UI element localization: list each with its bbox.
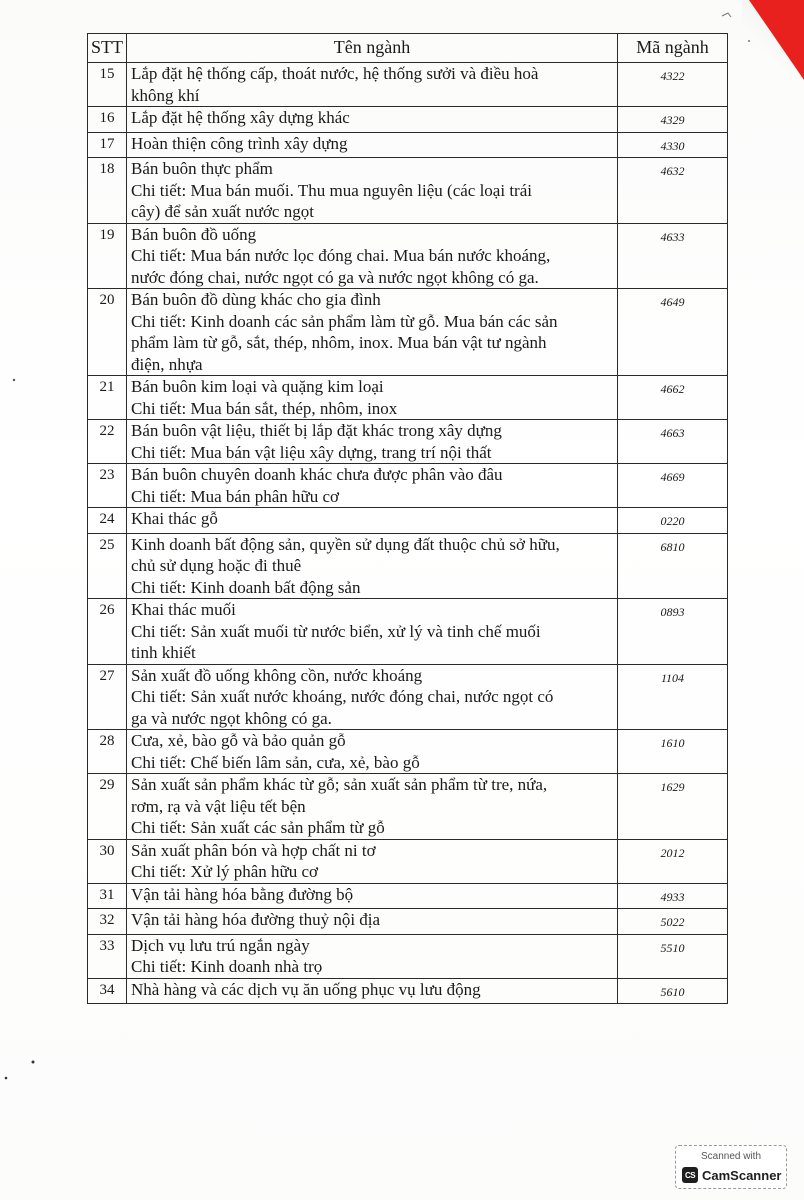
row-code: 2012 [618, 839, 728, 883]
row-name-line: tinh khiết [131, 643, 196, 662]
row-code: 0893 [618, 599, 728, 665]
table-row [88, 978, 728, 1004]
row-stt: 16 [88, 107, 127, 133]
row-stt: 32 [88, 909, 127, 935]
row-stt: 33 [88, 934, 127, 978]
row-name [127, 420, 618, 464]
row-name-line: nước đóng chai, nước ngọt có ga và nước ngọt không có ga. [131, 267, 539, 287]
row-name-line: Bán buôn chuyên doanh khác chưa được phân vào đâu [131, 465, 503, 484]
row-code: 4933 [618, 883, 728, 909]
row-name-line: Kinh doanh bất động sản, quyền sử dụng đất thuộc chủ sở hữu, [131, 534, 560, 554]
row-code: 4632 [618, 158, 728, 224]
scan-speck [13, 379, 15, 381]
row-code: 5510 [618, 934, 728, 978]
row-stt: 20 [88, 289, 127, 376]
row-name-line: Lắp đặt hệ thống xây dựng khác [131, 108, 350, 127]
row-name-line: Cưa, xẻ, bào gỗ và bảo quản gỗ [131, 731, 346, 750]
row-name-line: Vận tải hàng hóa đường thuỷ nội địa [131, 910, 381, 929]
row-stt: 22 [88, 420, 127, 464]
row-code: 0220 [618, 508, 728, 534]
row-name-line: cây) để sản xuất nước ngọt [131, 202, 314, 221]
row-name-line: Khai thác gỗ [131, 509, 218, 528]
row-name-line: điện, nhựa [131, 354, 203, 374]
row-name-line: Nhà hàng và các dịch vụ ăn uống phục vụ lưu động [131, 979, 481, 999]
row-code: 4649 [618, 289, 728, 376]
row-name-line: ga và nước ngọt không có ga. [131, 708, 332, 728]
row-name [127, 223, 618, 289]
table-header-row [88, 34, 728, 63]
row-name-line: Dịch vụ lưu trú ngắn ngày [131, 935, 310, 955]
row-name [127, 774, 618, 840]
header-name: Tên ngành [127, 34, 618, 63]
business-lines-table [87, 33, 728, 1004]
row-stt: 18 [88, 158, 127, 224]
row-name [127, 158, 618, 224]
row-stt: 31 [88, 883, 127, 909]
row-name [127, 909, 618, 935]
watermark-caption: Scanned with [700, 1151, 762, 1162]
table-row [88, 107, 728, 133]
row-name [127, 730, 618, 774]
scan-speck [748, 40, 750, 42]
row-code: 4669 [618, 464, 728, 508]
row-name-line: Chi tiết: Mua bán muối. Thu mua nguyên liệu (các loại trái [131, 180, 532, 200]
table-row [88, 599, 728, 665]
row-stt: 19 [88, 223, 127, 289]
row-name [127, 63, 618, 107]
row-name-line: Chi tiết: Mua bán vật liệu xây dựng, trang trí nội thất [131, 442, 492, 462]
row-name-line: Chi tiết: Kinh doanh các sản phẩm làm từ gỗ. Mua bán các sản [131, 311, 558, 331]
row-code: 4329 [618, 107, 728, 133]
table-row [88, 376, 728, 420]
row-stt: 15 [88, 63, 127, 107]
row-stt: 21 [88, 376, 127, 420]
row-stt: 25 [88, 533, 127, 599]
row-name [127, 934, 618, 978]
camscanner-watermark [675, 1145, 787, 1189]
table-row [88, 664, 728, 730]
scan-mark [722, 13, 731, 17]
scan-speck [32, 1061, 35, 1064]
row-name [127, 664, 618, 730]
row-name [127, 839, 618, 883]
table-row [88, 464, 728, 508]
table-row [88, 63, 728, 107]
row-code: 1629 [618, 774, 728, 840]
row-stt: 30 [88, 839, 127, 883]
header-stt: STT [88, 34, 127, 63]
row-name-line: chủ sử dụng hoặc đi thuê [131, 556, 302, 575]
table-row [88, 730, 728, 774]
row-name [127, 533, 618, 599]
camscanner-logo-icon: CS [682, 1167, 698, 1183]
row-name [127, 289, 618, 376]
row-name-line: Lắp đặt hệ thống cấp, thoát nước, hệ thống sưởi và điều hoà [131, 64, 539, 83]
row-code: 5022 [618, 909, 728, 935]
row-name [127, 464, 618, 508]
row-name [127, 978, 618, 1004]
table-row [88, 223, 728, 289]
watermark-brand-row [682, 1166, 781, 1184]
row-name-line: phẩm làm từ gỗ, sắt, thép, nhôm, inox. Mua bán vật tư ngành [131, 333, 547, 352]
scan-speck [5, 1077, 8, 1080]
row-name [127, 883, 618, 909]
row-name [127, 132, 618, 158]
table-row [88, 934, 728, 978]
row-name-line: Bán buôn kim loại và quặng kim loại [131, 377, 384, 396]
row-code: 4633 [618, 223, 728, 289]
row-name-line: Chi tiết: Mua bán nước lọc đóng chai. Mua bán nước khoáng, [131, 246, 551, 265]
table-row [88, 839, 728, 883]
row-stt: 34 [88, 978, 127, 1004]
row-name-line: Chi tiết: Kinh doanh bất động sản [131, 577, 361, 597]
row-code: 1610 [618, 730, 728, 774]
row-name-line: Bán buôn đồ uống [131, 224, 257, 244]
row-stt: 17 [88, 132, 127, 158]
table-row [88, 132, 728, 158]
row-name-line: Vận tải hàng hóa bằng đường bộ [131, 884, 354, 904]
watermark-brand: CamScanner [702, 1167, 782, 1183]
row-name-line: Bán buôn đồ dùng khác cho gia đình [131, 290, 381, 309]
table-row [88, 289, 728, 376]
row-stt: 28 [88, 730, 127, 774]
row-name-line: Chi tiết: Chế biến lâm sản, cưa, xẻ, bào gỗ [131, 752, 420, 772]
row-code: 4330 [618, 132, 728, 158]
row-code: 6810 [618, 533, 728, 599]
row-stt: 24 [88, 508, 127, 534]
row-stt: 29 [88, 774, 127, 840]
row-name [127, 599, 618, 665]
row-code: 1104 [618, 664, 728, 730]
row-name [127, 508, 618, 534]
row-name-line: Chi tiết: Sản xuất muối từ nước biển, xử lý và tinh chế muối [131, 621, 541, 641]
row-name-line: Chi tiết: Mua bán phân hữu cơ [131, 486, 340, 506]
row-stt: 26 [88, 599, 127, 665]
row-name-line: Sản xuất sản phẩm khác từ gỗ; sản xuất sản phẩm từ tre, nứa, [131, 775, 548, 794]
row-stt: 27 [88, 664, 127, 730]
row-code: 4322 [618, 63, 728, 107]
row-name-line: Chi tiết: Mua bán sắt, thép, nhôm, inox [131, 398, 398, 418]
row-name [127, 376, 618, 420]
row-name-line: Chi tiết: Kinh doanh nhà trọ [131, 957, 323, 976]
table-row [88, 774, 728, 840]
row-name-line: Chi tiết: Sản xuất nước khoáng, nước đóng chai, nước ngọt có [131, 687, 554, 706]
row-name-line: không khí [131, 85, 200, 105]
header-code: Mã ngành [618, 34, 728, 63]
table-body [88, 63, 728, 1004]
row-code: 4662 [618, 376, 728, 420]
row-name-line: Hoàn thiện công trình xây dựng [131, 133, 348, 153]
row-name-line: Khai thác muối [131, 600, 236, 619]
table-row [88, 909, 728, 935]
row-name-line: rơm, rạ và vật liệu tết bện [131, 796, 306, 816]
row-name-line: Bán buôn vật liệu, thiết bị lắp đặt khác trong xây dựng [131, 421, 502, 440]
table-row [88, 883, 728, 909]
table-row [88, 533, 728, 599]
row-name [127, 107, 618, 133]
row-name-line: Chi tiết: Sản xuất các sản phẩm từ gỗ [131, 818, 385, 837]
row-code: 4663 [618, 420, 728, 464]
table-row [88, 158, 728, 224]
row-code: 5610 [618, 978, 728, 1004]
row-name-line: Chi tiết: Xử lý phân hữu cơ [131, 862, 319, 881]
row-name-line: Bán buôn thực phẩm [131, 159, 273, 178]
table-row [88, 508, 728, 534]
row-name-line: Sản xuất đồ uống không cồn, nước khoáng [131, 665, 423, 685]
row-name-line: Sản xuất phân bón và hợp chất ni tơ [131, 840, 376, 860]
row-stt: 23 [88, 464, 127, 508]
table-row [88, 420, 728, 464]
